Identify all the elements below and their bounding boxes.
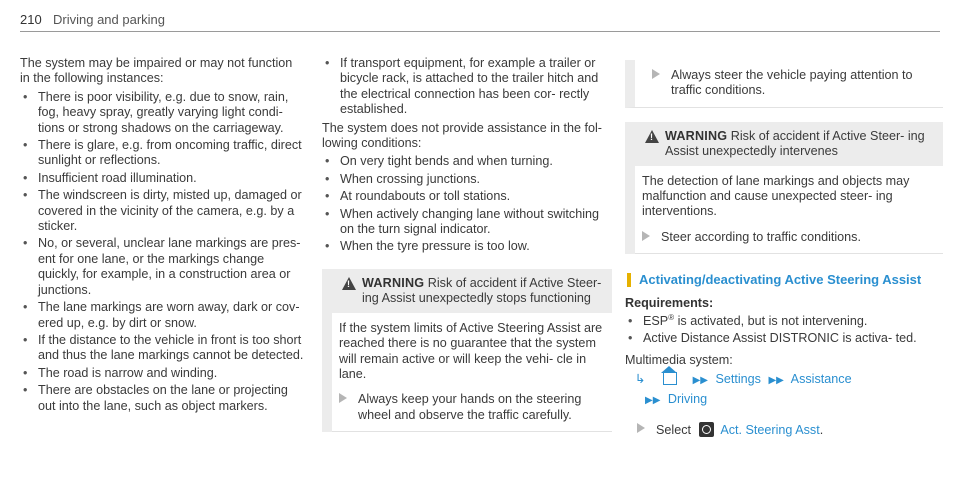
bullet-icon: • [23,365,28,380]
instruction-step: Always steer the vehicle paying attention to traffic conditions. [652,68,933,99]
page-header [20,10,940,32]
list-item: • When actively changing lane without switching on the turn signal indicator. [325,206,600,237]
column-2 [322,56,612,432]
warning-box-stops-functioning [322,269,612,432]
warning-box-unexpected-intervention [625,122,943,254]
menu-settings: Settings [715,372,761,387]
list-item: • On very tight bends and when turning. [325,154,553,169]
section-heading: Activating/deactivating Active Steering Assist [625,272,943,287]
bullet-icon: • [325,206,330,221]
menu-path-line-2 [625,392,943,408]
warning-body [332,313,612,432]
instruction-step: Steer according to traffic conditions. [642,230,935,245]
list-item: • Active Distance Assist DISTRONIC is activa- ted. [628,331,917,346]
page-number: 210 [20,12,42,27]
list-item: • When the tyre pressure is too low. [325,239,530,254]
list-item: • If the distance to the vehicle in front is too short and thus the lane markings cannot be detected. [23,332,304,363]
bullet-icon: • [628,314,633,329]
warning-triangle-icon [645,130,659,143]
bullet-icon: • [23,383,28,398]
impairment-list [20,90,305,414]
bullet-icon: • [325,56,330,70]
warning-text: If the system limits of Active Steering Assist are reached there is no guarantee that the system will remain active or will keep the vehi- cle in lane. [339,320,603,381]
list-item: • If transport equipment, for example a trailer or bicycle rack, is attached to the trailer hitch and the electrical connection has been cor- rectly established. [325,56,599,117]
bullet-icon: • [23,138,28,153]
warning-label: WARNING [665,128,728,143]
home-icon [663,372,677,385]
warning-text: The detection of lane markings and objects may malfunction and cause unexpected steer- ing interventions. [642,173,910,219]
bullet-icon: • [628,331,633,346]
bullet-icon: • [325,154,330,169]
warning-triangle-icon [342,277,356,290]
list-item: • There is poor visibility, e.g. due to snow, rain, fog, heavy spray, greatly varying light condi- tions or strong shadows on the carriageway. [23,89,289,135]
list-item: • The windscreen is dirty, misted up, damaged or covered in the vicinity of the camera, e.g. by a sticker. [23,188,302,234]
requirements-label: Requirements: [625,295,714,310]
warning-label: WARNING [362,275,425,290]
warning-title: Risk of accident if Active Steer- ing Assist unexpectedly stops functioning [362,275,602,306]
menu-driving: Driving [667,391,708,406]
list-item: • There is glare, e.g. from oncoming traffic, direct sunlight or reflections. [23,138,302,168]
bullet-icon: • [325,239,330,254]
list-item: • When crossing junctions. [325,171,480,186]
list-item: • There are obstacles on the lane or projecting out into the lane, such as object markers. [23,383,288,413]
no-assistance-text: The system does not provide assistance in the fol- lowing conditions: [322,120,603,151]
list-item: • At roundabouts or toll stations. [325,189,511,204]
bullet-icon: • [325,189,330,204]
menu-item-steering-assist: Act. Steering Asst [720,423,820,438]
bullet-icon: • [23,170,28,185]
list-item: • ESP® is activated, but is not intervening. [628,312,868,329]
section-marker [627,273,631,287]
list-item: • The road is narrow and winding. [23,365,218,380]
bullet-icon: • [23,300,28,315]
bullet-icon: • [23,89,28,104]
no-assistance-list [322,154,612,254]
bullet-icon: • [23,188,28,203]
instruction-step: Select Act. Steering Asst. [637,422,943,438]
double-chevron-right-icon: ▶▶ [645,394,661,406]
bullet-icon: • [23,332,28,347]
column-3 [625,56,943,439]
bullet-icon: • [325,171,330,186]
list-item: • No, or several, unclear lane markings are pres- ent for one lane, or the markings change quickly, for example, in a construction area or junctions. [23,236,301,297]
running-title: Driving and parking [53,12,166,27]
bullet-icon: • [23,236,28,251]
requirements-list [625,314,943,347]
note-box [625,60,943,108]
warning-body [635,166,943,255]
step-arrow-icon [339,393,347,403]
step-arrow-icon [642,231,650,241]
double-chevron-right-icon: ▶▶ [692,375,708,387]
impairment-list-continued [322,56,612,118]
column-1 [20,56,305,417]
intro-text: The system may be impaired or may not function in the following instances: [20,56,293,86]
corner-arrow-icon: ↳ [635,372,646,387]
steering-assist-icon [699,422,714,437]
instruction-step: Always keep your hands on the steering wheel and observe the traffic carefully. [339,392,604,423]
warning-header [322,269,612,313]
list-item: • The lane markings are worn away, dark or cov- ered up, e.g. by dirt or snow. [23,300,300,330]
menu-assistance: Assistance [790,372,852,387]
warning-header [625,122,943,166]
multimedia-label: Multimedia system: [625,352,733,367]
list-item: • Insufficient road illumination. [23,170,197,185]
double-chevron-right-icon: ▶▶ [768,375,784,387]
menu-path [625,372,943,388]
step-arrow-icon [637,423,645,433]
warning-title: Risk of accident if Active Steer- ing Assist unexpectedly intervenes [665,128,925,159]
step-arrow-icon [652,69,660,79]
